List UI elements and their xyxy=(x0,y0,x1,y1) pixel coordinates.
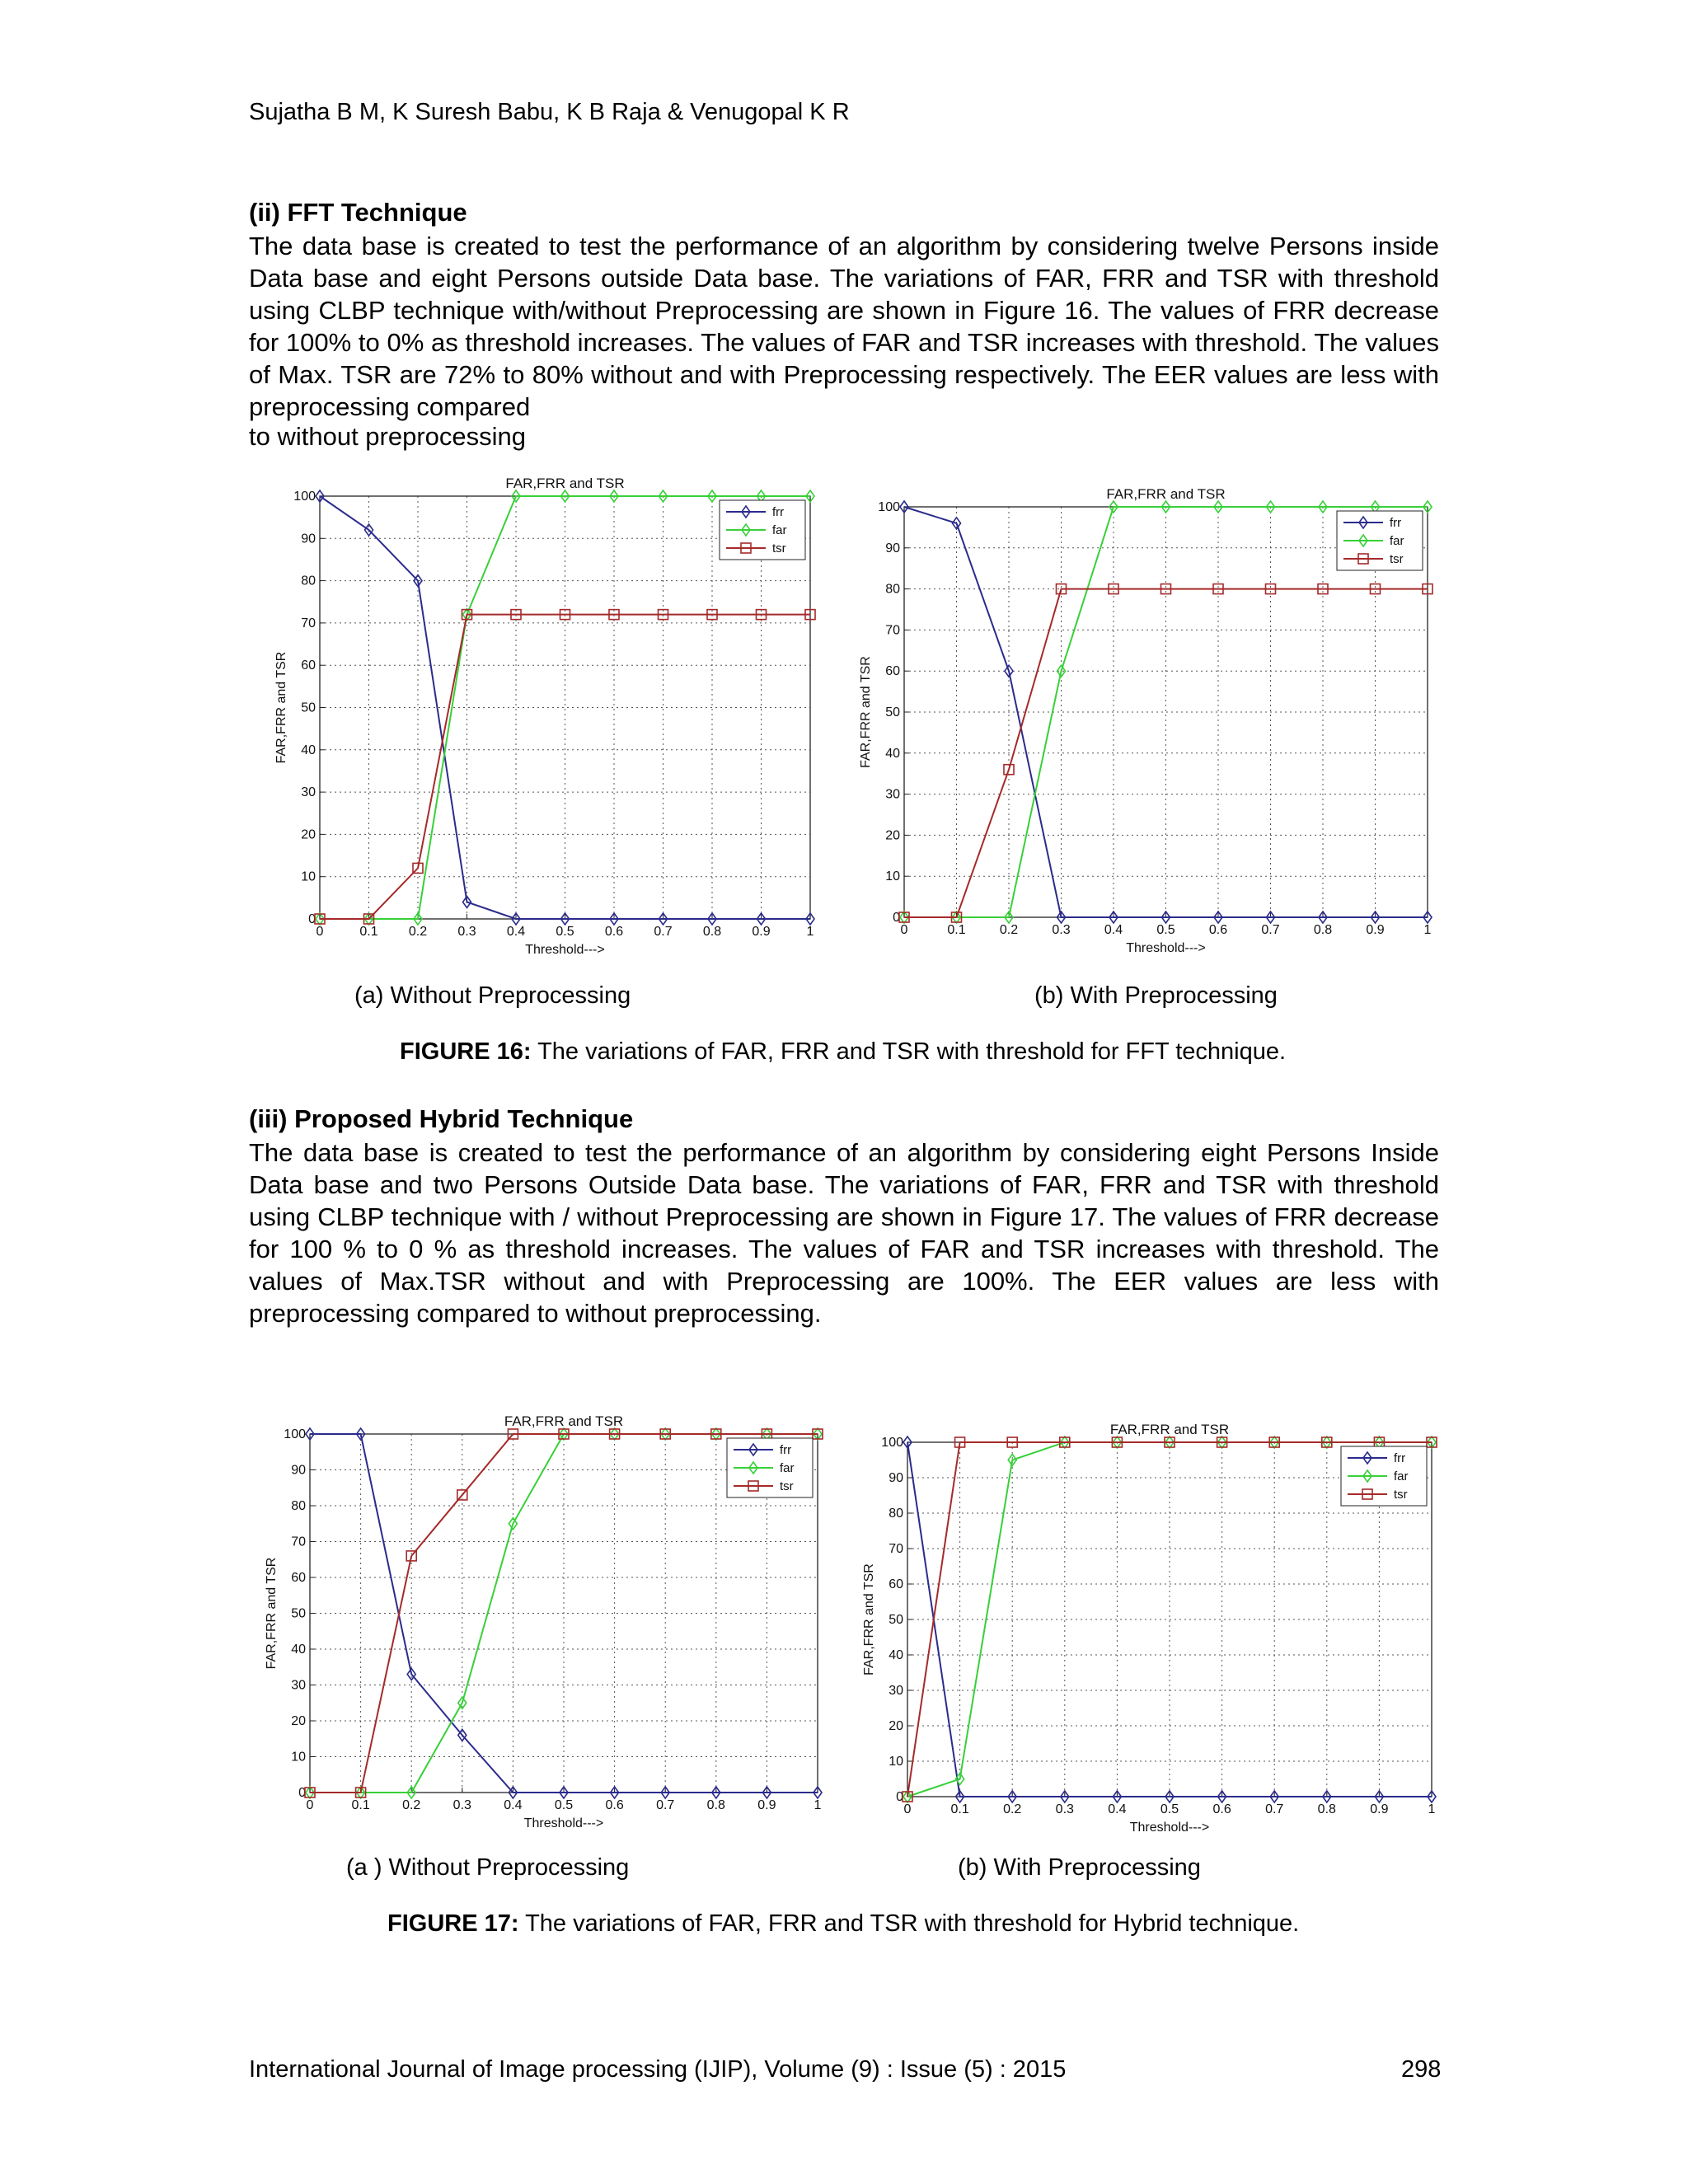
y-tick-label: 70 xyxy=(889,1542,903,1556)
chart-fig16-with-preprocessing xyxy=(841,478,1451,968)
x-tick-label: 0.8 xyxy=(1317,1802,1336,1816)
x-tick-label: 0.5 xyxy=(554,1798,574,1812)
x-axis-label: Threshold---> xyxy=(1126,941,1206,955)
y-tick-label: 10 xyxy=(291,1750,306,1765)
x-tick-label: 1 xyxy=(1428,1802,1436,1816)
x-tick-label: 0.2 xyxy=(1003,1802,1022,1816)
y-tick-label: 60 xyxy=(885,664,900,679)
x-tick-label: 0 xyxy=(306,1798,314,1812)
y-tick-label: 50 xyxy=(885,705,900,719)
section-title-hybrid: (iii) Proposed Hybrid Technique xyxy=(249,1104,634,1133)
x-tick-label: 0.1 xyxy=(351,1798,370,1812)
y-tick-label: 100 xyxy=(293,490,316,504)
x-tick-label: 0.7 xyxy=(656,1798,675,1812)
x-tick-label: 0.5 xyxy=(1156,923,1175,937)
y-axis-label: FAR,FRR and TSR xyxy=(265,1557,279,1670)
y-tick-label: 0 xyxy=(893,911,900,925)
x-tick-label: 0.7 xyxy=(1261,923,1280,937)
legend-label-tsr: tsr xyxy=(1390,552,1404,566)
x-axis-label: Threshold---> xyxy=(523,1816,604,1830)
chart-title: FAR,FRR and TSR xyxy=(1109,1422,1230,1437)
y-tick-label: 40 xyxy=(885,746,900,761)
x-tick-label: 0.6 xyxy=(605,1798,624,1812)
x-tick-label: 0 xyxy=(903,1802,912,1816)
figure17-label: FIGURE 17: xyxy=(387,1910,519,1937)
y-tick-label: 20 xyxy=(301,827,316,842)
chart-legend xyxy=(1341,1446,1427,1506)
y-tick-label: 60 xyxy=(889,1577,903,1591)
x-tick-label: 0 xyxy=(900,923,908,937)
x-tick-label: 0.3 xyxy=(452,1798,471,1812)
x-tick-label: 0.4 xyxy=(506,925,526,939)
y-tick-label: 70 xyxy=(301,616,316,630)
fig17-subcaption-a: (a ) Without Preprocessing xyxy=(346,1854,630,1881)
y-tick-label: 70 xyxy=(885,623,900,638)
x-tick-label: 0.2 xyxy=(999,923,1019,937)
figure16-label: FIGURE 16: xyxy=(400,1038,532,1065)
legend-label-far: far xyxy=(1394,1469,1409,1483)
chart-legend xyxy=(1337,511,1423,570)
x-tick-label: 0.1 xyxy=(947,923,966,937)
y-tick-label: 30 xyxy=(885,787,900,802)
x-axis-label: Threshold---> xyxy=(525,943,605,957)
x-axis-label: Threshold---> xyxy=(1129,1821,1210,1835)
x-tick-label: 0.2 xyxy=(402,1798,421,1812)
x-tick-label: 0.8 xyxy=(706,1798,725,1812)
x-tick-label: 0.1 xyxy=(950,1802,969,1816)
y-tick-label: 20 xyxy=(885,828,900,843)
y-tick-label: 80 xyxy=(291,1499,306,1513)
y-tick-label: 80 xyxy=(889,1507,903,1521)
x-tick-label: 0.2 xyxy=(408,925,428,939)
y-tick-label: 40 xyxy=(291,1643,306,1657)
y-tick-label: 100 xyxy=(881,1436,903,1450)
x-tick-label: 1 xyxy=(814,1798,822,1812)
chart-title: FAR,FRR and TSR xyxy=(1106,486,1226,502)
y-tick-label: 100 xyxy=(878,500,900,514)
fig16-subcaption-b: (b) With Preprocessing xyxy=(1034,982,1278,1009)
y-tick-label: 40 xyxy=(889,1648,903,1662)
y-tick-label: 60 xyxy=(291,1571,306,1585)
paragraph-fft: The data base is created to test the performance of an algorithm by considering twelve Persons inside Data base and eight Persons outside Data base. The variations of FAR, FRR and TSR with threshold using CLBP technique with/without Preprocessing are shown in Figure 16. The values of FRR decrease for 100% to 0% as threshold increases. The values of FAR and TSR increases with threshold. The values of Max. TSR are 72% to 80% without and with Preprocessing respectively. The EER values are less with preprocessing compared xyxy=(249,232,1439,421)
page-header: Sujatha B M, K Suresh Babu, K B Raja & Venugopal K R xyxy=(249,99,850,125)
y-tick-label: 10 xyxy=(885,869,900,884)
x-tick-label: 0.3 xyxy=(457,925,476,939)
y-tick-label: 10 xyxy=(889,1755,903,1769)
chart-title: FAR,FRR and TSR xyxy=(505,476,625,491)
y-tick-label: 50 xyxy=(291,1606,306,1621)
y-tick-label: 10 xyxy=(301,869,316,884)
y-tick-label: 70 xyxy=(291,1535,306,1549)
y-tick-label: 50 xyxy=(301,701,316,715)
y-tick-label: 20 xyxy=(291,1714,306,1728)
legend-label-frr: frr xyxy=(772,505,785,519)
y-tick-label: 60 xyxy=(301,658,316,673)
x-tick-label: 0.6 xyxy=(1212,1802,1231,1816)
y-tick-label: 90 xyxy=(291,1463,306,1478)
legend-label-far: far xyxy=(780,1461,795,1475)
x-tick-label: 0 xyxy=(316,925,324,939)
y-tick-label: 30 xyxy=(889,1684,903,1698)
x-tick-label: 0.3 xyxy=(1055,1802,1074,1816)
x-tick-label: 0.3 xyxy=(1052,923,1071,937)
x-tick-label: 0.9 xyxy=(1370,1802,1389,1816)
paragraph-fft-tail: to without preprocessing xyxy=(249,422,527,451)
page-number: 298 xyxy=(1401,2056,1442,2083)
legend-label-tsr: tsr xyxy=(772,541,786,555)
legend-label-tsr: tsr xyxy=(1394,1488,1408,1502)
legend-label-tsr: tsr xyxy=(780,1479,794,1493)
y-tick-label: 0 xyxy=(308,912,316,926)
legend-label-frr: frr xyxy=(780,1443,792,1457)
x-tick-label: 1 xyxy=(806,925,814,939)
legend-label-far: far xyxy=(1390,534,1404,548)
x-tick-label: 0.6 xyxy=(1208,923,1228,937)
x-tick-label: 0.7 xyxy=(654,925,673,939)
y-axis-label: FAR,FRR and TSR xyxy=(862,1563,876,1675)
x-tick-label: 0.4 xyxy=(504,1798,523,1812)
chart-legend xyxy=(720,500,805,560)
fig17-subcaption-b: (b) With Preprocessing xyxy=(958,1854,1201,1881)
footer-journal: International Journal of Image processing (IJIP), Volume (9) : Issue (5) : 2015 xyxy=(249,2056,1067,2083)
y-tick-label: 20 xyxy=(889,1719,903,1733)
figure16-caption-text: The variations of FAR, FRR and TSR with threshold for FFT technique. xyxy=(531,1038,1287,1065)
x-tick-label: 0.4 xyxy=(1108,1802,1127,1816)
figure16-caption xyxy=(400,1038,1286,1066)
y-tick-label: 50 xyxy=(889,1613,903,1627)
x-tick-label: 0.8 xyxy=(702,925,722,939)
y-tick-label: 30 xyxy=(291,1678,306,1693)
y-axis-label: FAR,FRR and TSR xyxy=(859,656,873,768)
y-tick-label: 90 xyxy=(889,1471,903,1485)
x-tick-label: 0.1 xyxy=(359,925,378,939)
y-tick-label: 40 xyxy=(301,743,316,757)
legend-label-far: far xyxy=(772,523,787,537)
y-tick-label: 0 xyxy=(896,1790,903,1804)
y-tick-label: 90 xyxy=(885,541,900,555)
figure17-caption xyxy=(387,1910,1299,1938)
legend-label-frr: frr xyxy=(1394,1451,1406,1465)
y-tick-label: 80 xyxy=(301,574,316,588)
fig16-subcaption-a: (a) Without Preprocessing xyxy=(354,982,631,1009)
chart-legend xyxy=(727,1438,813,1497)
y-axis-label: FAR,FRR and TSR xyxy=(274,651,288,764)
x-tick-label: 0.8 xyxy=(1313,923,1333,937)
chart-title: FAR,FRR and TSR xyxy=(504,1413,624,1429)
x-tick-label: 0.5 xyxy=(1160,1802,1179,1816)
x-tick-label: 0.6 xyxy=(604,925,624,939)
chart-fig17-with-preprocessing xyxy=(845,1413,1455,1842)
chart-fig16-without-preprocessing xyxy=(262,466,831,968)
x-tick-label: 0.7 xyxy=(1265,1802,1284,1816)
x-tick-label: 0.9 xyxy=(1366,923,1385,937)
y-tick-label: 30 xyxy=(301,785,316,800)
x-tick-label: 0.5 xyxy=(556,925,574,939)
figure17-caption-text: The variations of FAR, FRR and TSR with threshold for Hybrid technique. xyxy=(518,1910,1300,1937)
y-tick-label: 0 xyxy=(298,1786,306,1800)
chart-fig17-without-preprocessing xyxy=(257,1405,834,1842)
section-title-fft: (ii) FFT Technique xyxy=(249,198,467,227)
x-tick-label: 1 xyxy=(1423,923,1432,937)
legend-label-frr: frr xyxy=(1390,516,1402,530)
x-tick-label: 0.9 xyxy=(757,1798,776,1812)
x-tick-label: 0.4 xyxy=(1104,923,1123,937)
y-tick-label: 100 xyxy=(284,1427,306,1441)
x-tick-label: 0.9 xyxy=(752,925,771,939)
y-tick-label: 80 xyxy=(885,582,900,597)
y-tick-label: 90 xyxy=(301,532,316,546)
paragraph-hybrid: The data base is created to test the performance of an algorithm by considering eight Persons Inside Data base and two Persons Outside Data base. The variations of FAR, FRR and TSR with threshold using CLBP technique with / without Preprocessing are shown in Figure 17. The values of FRR decrease for 100 % to 0 % as threshold increases. The values of FAR and TSR increases with threshold. The values of Max.TSR without and with Preprocessing are 100%. The EER values are less with preprocessing compared to without preprocessing. xyxy=(249,1138,1439,1328)
